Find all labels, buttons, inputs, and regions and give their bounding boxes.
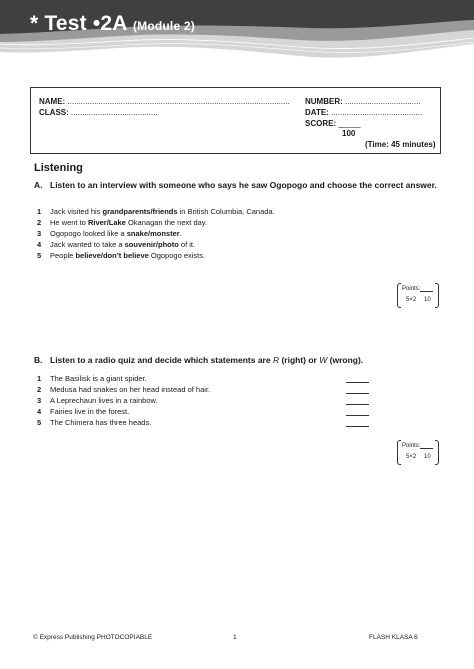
date-dots: ......................................... — [331, 108, 423, 117]
item-text: Okanagan the next day. — [125, 218, 208, 227]
task-b-answer-3[interactable] — [346, 396, 369, 405]
task-a-item-1[interactable] — [37, 207, 275, 216]
task-a-letter: A. — [34, 180, 43, 190]
class-dots: ....................................... — [71, 108, 158, 117]
header-banner — [0, 0, 474, 66]
item-text: Jack visited his — [50, 207, 103, 216]
item-number: 1 — [37, 207, 42, 216]
number-dots: .................................. — [345, 97, 421, 106]
score-total: 100 — [342, 129, 356, 138]
item-number: 1 — [37, 374, 42, 383]
points-blank[interactable] — [420, 448, 433, 449]
score-label: SCORE: — [305, 119, 337, 128]
task-b-answer-5[interactable] — [346, 418, 369, 427]
points-blank[interactable] — [420, 291, 433, 292]
item-text: in British Columbia, Canada. — [177, 207, 275, 216]
task-a-item-5[interactable] — [37, 251, 205, 260]
item-choice[interactable]: snake/monster — [126, 229, 180, 238]
task-b-points-box — [397, 440, 439, 465]
task-b-item-1 — [37, 374, 147, 383]
task-b-r-word: (right) or — [279, 355, 320, 365]
item-choice[interactable]: River/Lake — [87, 218, 126, 227]
item-text: of it. — [178, 240, 196, 249]
listening-heading: Listening — [34, 162, 83, 174]
name-label: NAME: — [39, 97, 66, 106]
task-b-item-5 — [37, 418, 151, 427]
student-info-box — [30, 87, 441, 154]
class-field[interactable] — [39, 108, 158, 117]
points-max: 10 — [424, 297, 431, 303]
item-number: 5 — [37, 418, 42, 427]
task-b-w-word: (wrong). — [327, 355, 364, 365]
footer-page-number: 1 — [233, 634, 237, 641]
task-a-item-4[interactable] — [37, 240, 195, 249]
task-a-text: Listen to an interview with someone who says he saw Ogopogo and choose the correct answer. — [50, 180, 437, 190]
task-a-points-box — [397, 283, 439, 308]
footer-course: FLASH KLASA 6 — [369, 634, 418, 641]
date-label: DATE: — [305, 108, 329, 117]
item-number: 2 — [37, 385, 42, 394]
footer-copyright: © Express Publishing PHOTOCOPIABLE — [33, 634, 153, 641]
task-b-letter: B. — [34, 355, 43, 365]
task-b-item-3 — [37, 396, 158, 405]
name-field[interactable] — [39, 97, 290, 106]
points-label: Points: — [402, 443, 421, 449]
task-a-item-3[interactable] — [37, 229, 182, 238]
item-text: He went to — [50, 218, 88, 227]
item-text: Fairies live in the forest. — [50, 407, 130, 416]
points-calc: 5×2 — [406, 454, 417, 460]
item-text: Medusa had snakes on her head instead of hair. — [50, 385, 211, 394]
task-b-text-prefix: Listen to a radio quiz and decide which statements are — [50, 355, 273, 365]
item-number: 4 — [37, 240, 42, 249]
item-text: . — [179, 229, 182, 238]
task-b-item-2 — [37, 385, 210, 394]
item-choice[interactable]: souvenir/photo — [124, 240, 179, 249]
task-b-item-4 — [37, 407, 129, 416]
task-b-answer-2[interactable] — [346, 385, 369, 394]
task-b-r: R — [272, 355, 280, 365]
item-number: 3 — [37, 396, 42, 405]
test-title — [30, 12, 195, 36]
item-text: Ogopogo looked like a — [50, 229, 127, 238]
task-b-answer-4[interactable] — [346, 407, 369, 416]
task-b-text — [50, 355, 450, 366]
score-blank: _____ — [338, 119, 361, 128]
item-text: The Basilisk is a giant spider. — [50, 374, 147, 383]
task-b-w: W — [319, 355, 328, 365]
item-text: Jack wanted to take a — [50, 240, 125, 249]
item-number: 5 — [37, 251, 42, 260]
module-label: (Module 2) — [132, 19, 195, 33]
task-b-answer-1[interactable] — [346, 374, 369, 383]
task-a-instruction — [34, 180, 454, 204]
item-text: The Chimera has three heads. — [50, 418, 152, 427]
item-number: 3 — [37, 229, 42, 238]
date-field[interactable] — [305, 108, 422, 117]
item-number: 2 — [37, 218, 42, 227]
item-number: 4 — [37, 407, 42, 416]
item-choice[interactable]: believe/don’t believe — [75, 251, 149, 260]
points-label: Points: — [402, 286, 421, 292]
item-text: A Leprechaun lives in a rainbow. — [50, 396, 158, 405]
item-choice[interactable]: grandparents/friends — [102, 207, 178, 216]
task-b-instruction — [34, 355, 454, 367]
number-field[interactable] — [305, 97, 421, 106]
class-label: CLASS: — [39, 108, 69, 117]
points-calc: 5×2 — [406, 297, 417, 303]
points-max: 10 — [424, 454, 431, 460]
item-text: People — [50, 251, 76, 260]
name-dots: .................................................................................................... — [67, 97, 290, 106]
task-a-item-2[interactable] — [37, 218, 207, 227]
time-label: (Time: 45 minutes) — [365, 140, 436, 149]
item-text: Ogopogo exists. — [148, 251, 206, 260]
number-label: NUMBER: — [305, 97, 343, 106]
test-title-text: * Test •2A — [30, 12, 127, 35]
score-field[interactable] — [305, 119, 361, 128]
